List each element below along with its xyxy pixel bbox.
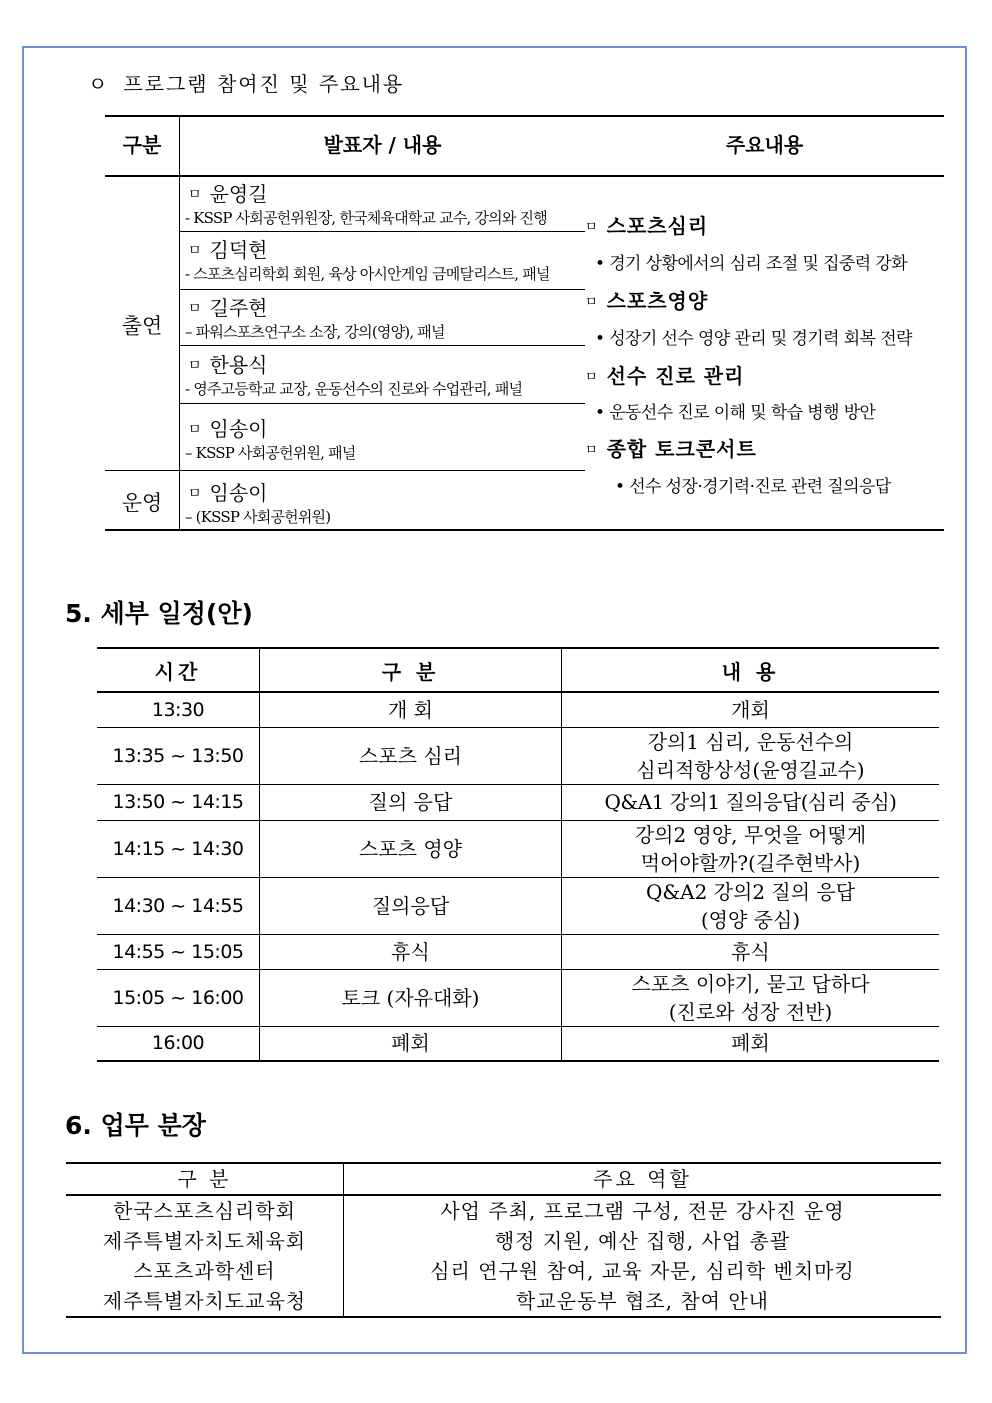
column-header: 구 분: [66, 1163, 344, 1195]
time-cell: 14:15 ~ 14:30: [97, 820, 260, 877]
type-cell: 개 회: [260, 692, 562, 727]
presenter-item: ㅁ 길주현 – 파워스포츠연구소 소장, 강의(영양), 패널: [185, 296, 445, 341]
table-row: [97, 1026, 939, 1061]
table-row: [97, 969, 939, 1026]
table-row: [97, 784, 939, 820]
column-header: 주요 역할: [344, 1163, 942, 1195]
table-header-row: [66, 1163, 941, 1195]
content-cell: 강의2 영양, 무엇을 어떻게 먹어야할까?(길주현박사): [562, 820, 940, 877]
topic-point: • 운동선수 진로 이해 및 학습 병행 방안: [595, 403, 876, 423]
category-appear: 출연: [121, 314, 163, 338]
operator-item: ㅁ 임송이 – (KSSP 사회공헌위원): [185, 481, 331, 526]
org-cell: 스포츠과학센터: [66, 1256, 344, 1286]
time-cell: 13:35 ~ 13:50: [97, 727, 260, 784]
time-cell: 13:50 ~ 14:15: [97, 784, 260, 820]
time-cell: 14:55 ~ 15:05: [97, 934, 260, 969]
content-cell: Q&A2 강의2 질의 응답 (영양 중심): [562, 877, 940, 934]
table-header-row: [97, 648, 939, 692]
type-cell: 질의응답: [260, 877, 562, 934]
column-header: 구 분: [260, 648, 562, 692]
header-presenter: 발표자 / 내용: [323, 133, 442, 157]
header-content: 주요내용: [725, 133, 804, 157]
type-cell: 스포츠 영양: [260, 820, 562, 877]
time-cell: 13:30: [97, 692, 260, 727]
content-cell: Q&A1 강의1 질의응답(심리 중심): [562, 784, 940, 820]
type-cell: 스포츠 심리: [260, 727, 562, 784]
program-table: [105, 115, 944, 531]
program-section-title: ㅇ 프로그램 참여진 및 주요내용: [88, 72, 405, 96]
column-header: 내 용: [562, 648, 940, 692]
topic-title: ㅁ 종합 토크콘서트: [585, 437, 757, 461]
table-row: [97, 692, 939, 727]
org-cell: 제주특별자치도교육청: [66, 1286, 344, 1317]
column-header: 시간: [97, 648, 260, 692]
roles-table: [66, 1162, 941, 1318]
table-row: [66, 1195, 941, 1226]
content-cell: 스포츠 이야기, 묻고 답하다 (진로와 성장 전반): [562, 969, 940, 1026]
role-cell: 행정 지원, 예산 집행, 사업 총괄: [494, 1229, 791, 1253]
topic-title: ㅁ 선수 진로 관리: [585, 364, 745, 388]
topic-point: • 성장기 선수 영양 관리 및 경기력 회복 전략: [595, 329, 912, 349]
topic-point: • 선수 성장·경기력·진로 관련 질의응답: [615, 477, 891, 497]
type-cell: 폐회: [260, 1026, 562, 1061]
type-cell: 토크 (자유대화): [260, 969, 562, 1026]
type-cell: 질의 응답: [260, 784, 562, 820]
content-cell: 폐회: [562, 1026, 940, 1061]
type-cell: 휴식: [260, 934, 562, 969]
table-row: [97, 820, 939, 877]
content-cell: 휴식: [562, 934, 940, 969]
roles-title: 6. 업무 분장: [65, 1111, 206, 1140]
table-row: [66, 1256, 941, 1286]
schedule-table: [97, 647, 939, 1062]
header-category: 구분: [122, 133, 162, 157]
org-cell: 한국스포츠심리학회: [66, 1195, 344, 1226]
table-row: [97, 727, 939, 784]
time-cell: 15:05 ~ 16:00: [97, 969, 260, 1026]
time-cell: 16:00: [97, 1026, 260, 1061]
table-row: [66, 1286, 941, 1317]
content-cell: 개회: [562, 692, 940, 727]
presenter-item: ㅁ 임송이 – KSSP 사회공헌위원, 패널: [185, 417, 356, 462]
time-cell: 14:30 ~ 14:55: [97, 877, 260, 934]
topic-title: ㅁ 스포츠심리: [585, 214, 709, 238]
org-cell: 제주특별자치도체육회: [66, 1226, 344, 1256]
presenter-item: ㅁ 윤영길 - KSSP 사회공헌위원장, 한국체육대학교 교수, 강의와 진행: [185, 182, 547, 227]
table-row: [66, 1226, 941, 1256]
category-operate: 운영: [121, 491, 163, 515]
content-cell: 강의1 심리, 운동선수의 심리적항상성(윤영길교수): [562, 727, 940, 784]
table-row: [97, 934, 939, 969]
role-cell: 심리 연구원 참여, 교육 자문, 심리학 벤치마킹: [430, 1259, 855, 1283]
presenter-item: ㅁ 한용식 - 영주고등학교 교장, 운동선수의 진로와 수업관리, 패널: [185, 353, 523, 398]
topic-title: ㅁ 스포츠영양: [585, 289, 709, 313]
topic-point: • 경기 상황에서의 심리 조절 및 집중력 강화: [595, 254, 908, 274]
schedule-title: 5. 세부 일정(안): [65, 599, 253, 628]
role-cell: 사업 주최, 프로그램 구성, 전문 강사진 운영: [440, 1199, 845, 1223]
table-row: [97, 877, 939, 934]
role-cell: 학교운동부 협조, 참여 안내: [344, 1286, 942, 1317]
presenter-item: ㅁ 김덕현 - 스포츠심리학회 회원, 육상 아시안게임 금메달리스트, 패널: [185, 238, 550, 283]
